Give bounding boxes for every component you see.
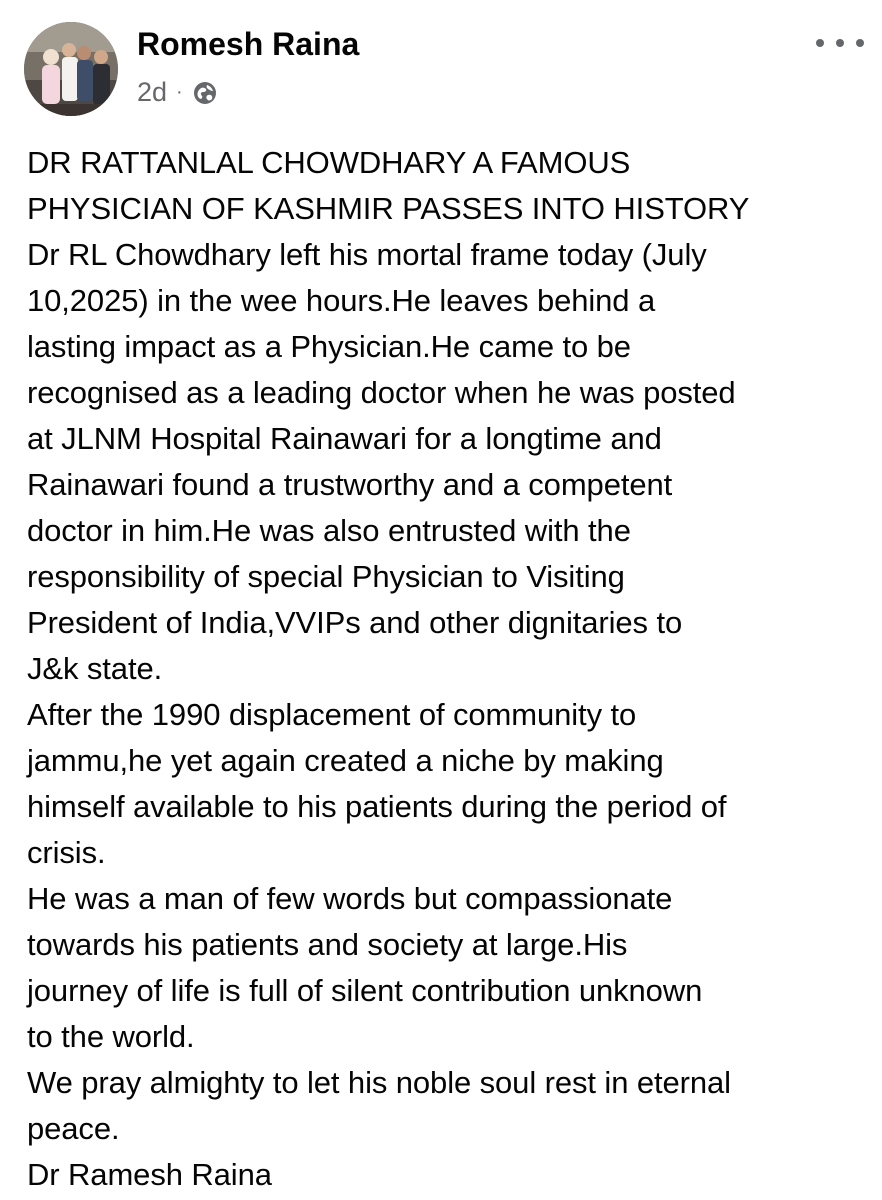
- meta-separator: ·: [176, 81, 183, 103]
- post-text-line: Dr Ramesh Raina: [27, 1157, 272, 1192]
- post-text-line: J&k state.: [27, 651, 163, 686]
- post-text-line: himself available to his patients during the period of: [27, 789, 727, 824]
- more-options-dot: [816, 39, 824, 47]
- post-header: [24, 22, 864, 118]
- more-options-dot: [836, 39, 844, 47]
- post-text-line: lasting impact as a Physician.He came to be: [27, 329, 631, 364]
- post-text-line: Dr RL Chowdhary left his mortal frame today (July: [27, 237, 707, 272]
- post-text: [27, 140, 869, 1198]
- post-text-line: DR RATTANLAL CHOWDHARY A FAMOUS: [27, 145, 631, 180]
- author-avatar[interactable]: [24, 22, 118, 116]
- post-text-line: crisis.: [27, 835, 106, 870]
- globe-icon: [192, 79, 218, 105]
- more-options-icon[interactable]: [816, 32, 864, 54]
- post-text-line: After the 1990 displacement of community to: [27, 697, 637, 732]
- post-text-line: jammu,he yet again created a niche by making: [27, 743, 664, 778]
- post-text-line: Rainawari found a trustworthy and a competent: [27, 467, 673, 502]
- post-text-line: responsibility of special Physician to Visiting: [27, 559, 625, 594]
- post-meta: [137, 74, 218, 110]
- author-name[interactable]: Romesh Raina: [137, 26, 360, 62]
- post-text-line: We pray almighty to let his noble soul rest in eternal: [27, 1065, 731, 1100]
- post-text-line: to the world.: [27, 1019, 195, 1054]
- more-options-dot: [856, 39, 864, 47]
- post-text-line: journey of life is full of silent contribution unknown: [27, 973, 703, 1008]
- post-text-line: President of India,VVIPs and other dignitaries to: [27, 605, 683, 640]
- profile-photo-illustration: [24, 22, 118, 116]
- post-text-line: 10,2025) in the wee hours.He leaves behind a: [27, 283, 656, 318]
- post-text-line: PHYSICIAN OF KASHMIR PASSES INTO HISTORY: [27, 191, 750, 226]
- post-text-line: towards his patients and society at large.His: [27, 927, 628, 962]
- post-text-line: He was a man of few words but compassionate: [27, 881, 673, 916]
- post-text-line: recognised as a leading doctor when he was posted: [27, 375, 736, 410]
- post-text-line: at JLNM Hospital Rainawari for a longtime and: [27, 421, 662, 456]
- post-time[interactable]: 2d: [137, 77, 168, 107]
- post-text-line: doctor in him.He was also entrusted with the: [27, 513, 631, 548]
- post-text-line: peace.: [27, 1111, 120, 1146]
